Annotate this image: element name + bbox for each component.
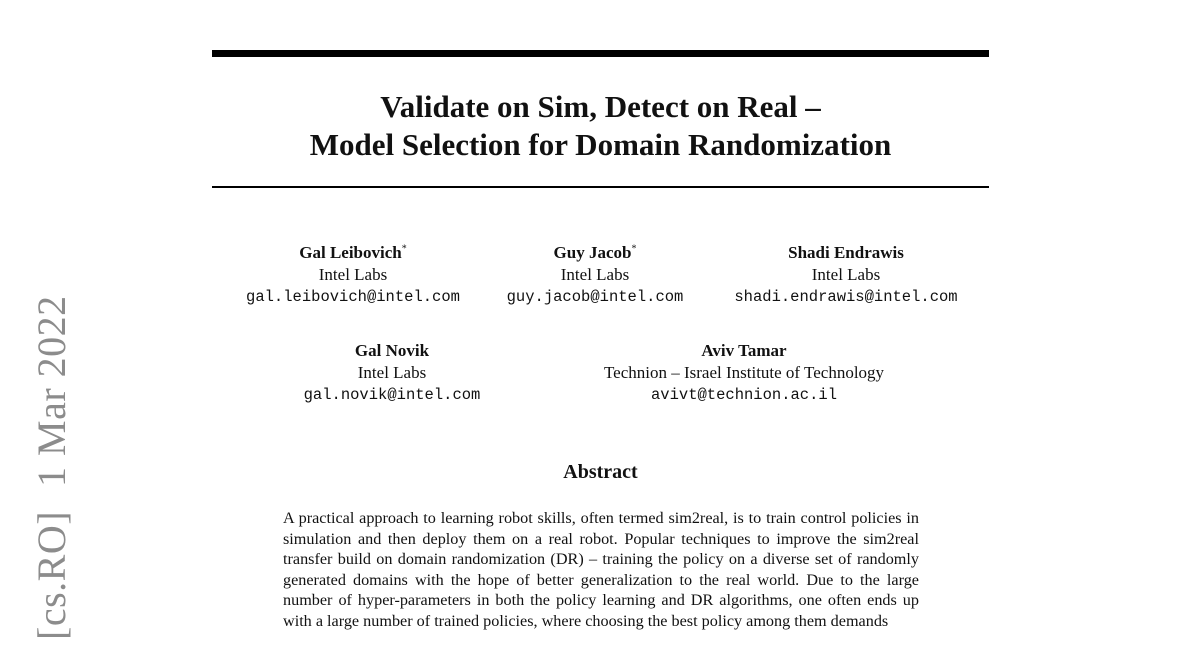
author-email: guy.jacob@intel.com <box>506 288 684 306</box>
author-name: Gal Novik <box>354 341 430 360</box>
author-affiliation: Technion – Israel Institute of Technology <box>603 363 885 382</box>
author-name: Gal Leibovich <box>299 243 402 262</box>
author-affiliation: Intel Labs <box>560 265 630 284</box>
author-block-1 <box>222 242 484 308</box>
paper-title <box>212 88 989 164</box>
author-affiliation: Intel Labs <box>357 363 427 382</box>
author-block-5 <box>570 340 918 406</box>
top-rule <box>212 50 989 57</box>
abstract-heading: Abstract <box>563 461 638 483</box>
equal-contribution-mark: * <box>401 243 407 255</box>
author-affiliation: Intel Labs <box>318 265 388 284</box>
arxiv-category: [cs.RO] <box>29 510 74 640</box>
author-name: Guy Jacob <box>553 243 632 262</box>
title-line-1: Validate on Sim, Detect on Real – <box>380 89 821 124</box>
arxiv-identifier <box>28 295 75 640</box>
author-email: gal.leibovich@intel.com <box>246 288 460 306</box>
equal-contribution-mark: * <box>631 243 637 255</box>
author-block-4 <box>282 340 502 406</box>
author-block-2 <box>488 242 702 308</box>
author-email: gal.novik@intel.com <box>303 386 481 404</box>
author-block-3 <box>712 242 980 308</box>
author-email: shadi.endrawis@intel.com <box>734 288 958 306</box>
title-line-2: Model Selection for Domain Randomization <box>309 127 892 162</box>
author-name: Aviv Tamar <box>701 341 787 360</box>
author-name: Shadi Endrawis <box>788 243 904 262</box>
author-email: avivt@technion.ac.il <box>650 386 838 404</box>
author-affiliation: Intel Labs <box>811 265 881 284</box>
title-bottom-rule <box>212 186 989 188</box>
abstract-text: A practical approach to learning robot skills, often termed sim2real, is to train control policies in simulation and then deploy them on a real robot. Popular techniques to improve the sim2real transfer build on domain randomization (DR) – training the policy on a diverse set of randomly generated domains with the hope of better generalization to the real world. Due to the large number of hyper-parameters in both the policy learning and DR algorithms, one often ends up with a large number of trained policies, where choosing the best policy among them demands <box>283 509 919 630</box>
arxiv-date: 1 Mar 2022 <box>29 295 74 487</box>
